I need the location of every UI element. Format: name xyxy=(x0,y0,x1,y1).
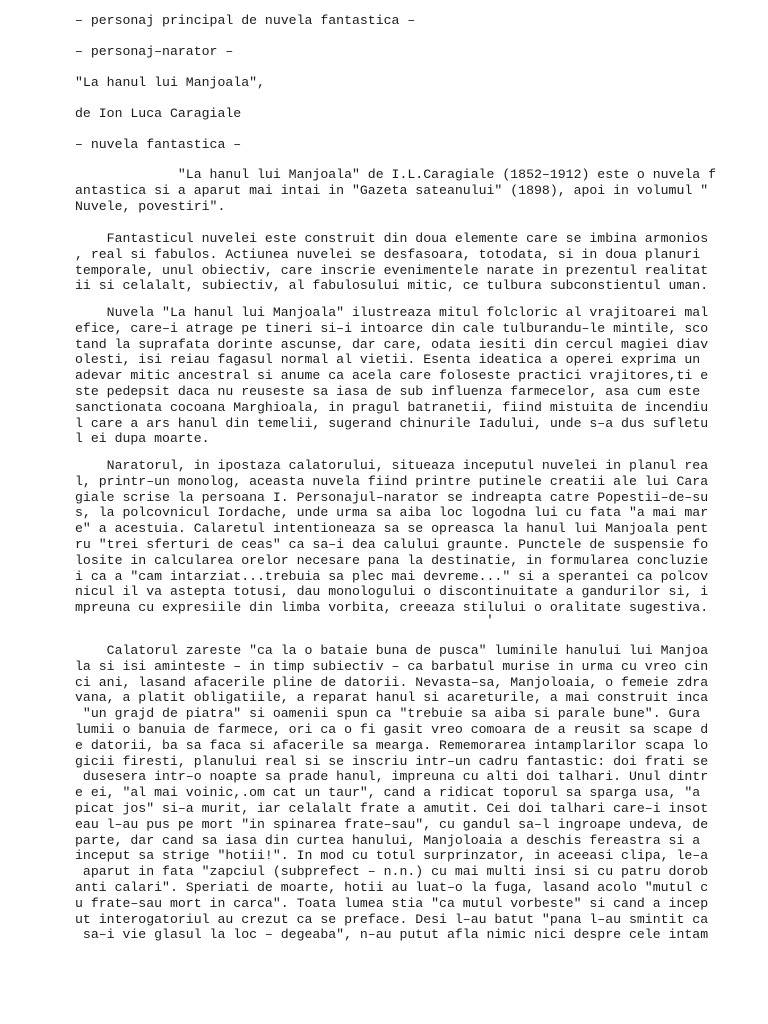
para5-line: dusesera intr–o noapte sa prade hanul, impreuna cu alti doi talhari. Unul dintr xyxy=(75,769,709,785)
para3-line: l ei dupa moarte. xyxy=(75,431,210,447)
para5-line: gicii firesti, planului real si se inscriu intr–un cadru fantastic: doi frati se xyxy=(75,753,709,769)
para4-line: ru "trei sferturi de ceas" ca sa–i dea calului graunte. Punctele de suspensie fo xyxy=(75,537,709,552)
para3-line: efice, care–i atrage pe tineri si–i intoarce din cale tulburandu–le mintile, sco xyxy=(75,320,709,336)
para5-line: la si isi aminteste – in timp subiectiv – ca barbatul murise in urma cu vreo cin xyxy=(75,658,709,674)
para3-line: sanctionata cocoana Marghioala, in pragul batranetii, fiind mistuita de incendiu xyxy=(75,399,709,415)
para2-line: , real si fabulos. Actiunea nuvelei se desfasoara, totodata, si in doua planuri xyxy=(75,246,701,262)
para3-line: adevar mitic ancestral si anume ca acela care foloseste practici vrajitores,ti e xyxy=(75,368,709,384)
para5-line: eau l–au pus pe mort "in spinarea frate–sau", cu gandul sa–l ingroape undeva, de xyxy=(75,816,709,832)
para3-line: Nuvela "La hanul lui Manjoala" ilustreaza mitul folcloric al vrajitoarei mal xyxy=(75,305,709,320)
para2-line: Fantasticul nuvelei este construit din doua elemente care se imbina armonios xyxy=(75,231,709,246)
para1-line: antastica si a aparut mai intai in "Gazeta sateanului" (1898), apoi in volumul " xyxy=(75,182,709,198)
para3-line: l care a ars hanul din temelii, sugerand chinurile Iadului, unde s–a dus sufletu xyxy=(75,415,709,431)
header-line3: "La hanul lui Manjoala", xyxy=(75,75,265,90)
para4-line: Naratorul, in ipostaza calatorului, situeaza inceputul nuvelei in planul rea xyxy=(75,458,709,473)
para4-line: l, printr–un monolog, aceasta nuvela fiind printre putinele creatii ale lui Cara xyxy=(75,473,709,489)
para5-line: inceput sa strige "hotii!". In mod cu totul surprinzator, in aceeasi clipa, le–a xyxy=(75,848,709,864)
para4-line: losite in calcularea orelor necesare pana la destinatie, in formularea concluzie xyxy=(75,552,709,568)
para1-line: Nuvele, povestiri". xyxy=(75,198,226,214)
para5-line: parte, dar cand sa iasa din curtea hanului, Manjoloaia a deschis fereastra si a xyxy=(75,832,701,848)
para5-line: e datorii, ba sa faca si afacerile sa mearga. Rememorarea intamplarilor scapa lo xyxy=(75,737,709,753)
para4-line: i ca a "cam intarziat...trebuia sa plec mai devreme..." si a sperantei ca polcov xyxy=(75,568,709,584)
para5-line: Calatorul zareste "ca la o bataie buna de pusca" luminile hanului lui Manjoa xyxy=(75,643,709,658)
header-line4: de Ion Luca Caragiale xyxy=(75,106,242,121)
para2-line: ii si celalalt, subiectiv, al fabulosului mitic, ce tulbura subconstientul uman. xyxy=(75,278,709,294)
para5-line: picat jos" si–a murit, iar celalalt frate a amutit. Cei doi talhari care–i insot xyxy=(75,801,709,816)
para4-line: nicul il va astepta totusi, dau monologului o discontinuitate a gandurilor si, i xyxy=(75,584,709,600)
stray-mark: ' xyxy=(486,613,494,628)
para3-line: ste pedepsit daca nu reuseste sa iasa de sub influenza farmecelor, asa cum este xyxy=(75,384,701,399)
header-line1: – personaj principal de nuvela fantastica – xyxy=(75,13,416,28)
para4-line: s, la polcovnicul Iordache, unde urma sa aiba loc logodna lui cu fata "a mai mar xyxy=(75,505,709,521)
para5-line: ci ani, lasand afacerile pline de datorii. Nevasta–sa, Manjoloaia, o femeie zdra xyxy=(75,674,709,690)
header-line5: – nuvela fantastica – xyxy=(75,137,242,152)
para5-line: "un grajd de piatra" si oamenii spun ca "trebuie sa aiba si parale bune". Gura xyxy=(75,706,701,722)
para5-line: u frate–sau mort in carca". Toata lumea stia "ca mutul vorbeste" si cand a incep xyxy=(75,895,709,911)
para5-line: sa–i vie glasul la loc – degeaba", n–au putut afla nimic nici despre cele intam xyxy=(75,927,709,943)
para1-line: "La hanul lui Manjoala" de I.L.Caragiale (1852–1912) este o nuvela f xyxy=(75,167,717,182)
para5-line: aparut in fata "zapciul (subprefect – n.n.) cu mai multi insi si cu patru dorob xyxy=(75,864,709,880)
para3-line: olesti, isi reiau fagasul normal al vietii. Esenta ideatica a operei exprima un xyxy=(75,352,701,368)
para5-line: anti calari". Speriati de moarte, hotii au luat–o la fuga, lasand acolo "mutul c xyxy=(75,880,709,895)
para4-line: giale scrise la persoana I. Personajul–narator se indreapta catre Popestii–de–su xyxy=(75,489,709,505)
para4-line: mpreuna cu expresiile din limba vorbita, creeaza stilului o oralitate sugestiva. xyxy=(75,600,709,616)
para2-line: temporale, unul obiectiv, care inscrie evenimentele narate in prezentul realitat xyxy=(75,262,709,278)
para4-line: e" a acestuia. Calaretul intentioneaza sa se opreasca la hanul lui Manjoala pent xyxy=(75,521,709,537)
header-line2: – personaj–narator – xyxy=(75,44,234,59)
para5-line: e ei, "al mai voinic,.om cat un taur", cand a ridicat toporul sa sparga usa, "a xyxy=(75,785,701,801)
para5-line: lumii o banuia de farmece, ori ca o fi gasit vreo comoara de a reusit sa scape d xyxy=(75,722,709,737)
para5-line: vana, a platit obligatiile, a reparat hanul si acareturile, a mai construit inca xyxy=(75,690,709,706)
para5-line: ut interogatoriul au crezut ca se preface. Desi l–au batut "pana l–au smintit ca xyxy=(75,911,709,927)
para3-line: tand la suprafata dorinte ascunse, dar care, odata iesiti din cercul magiei diav xyxy=(75,336,709,352)
